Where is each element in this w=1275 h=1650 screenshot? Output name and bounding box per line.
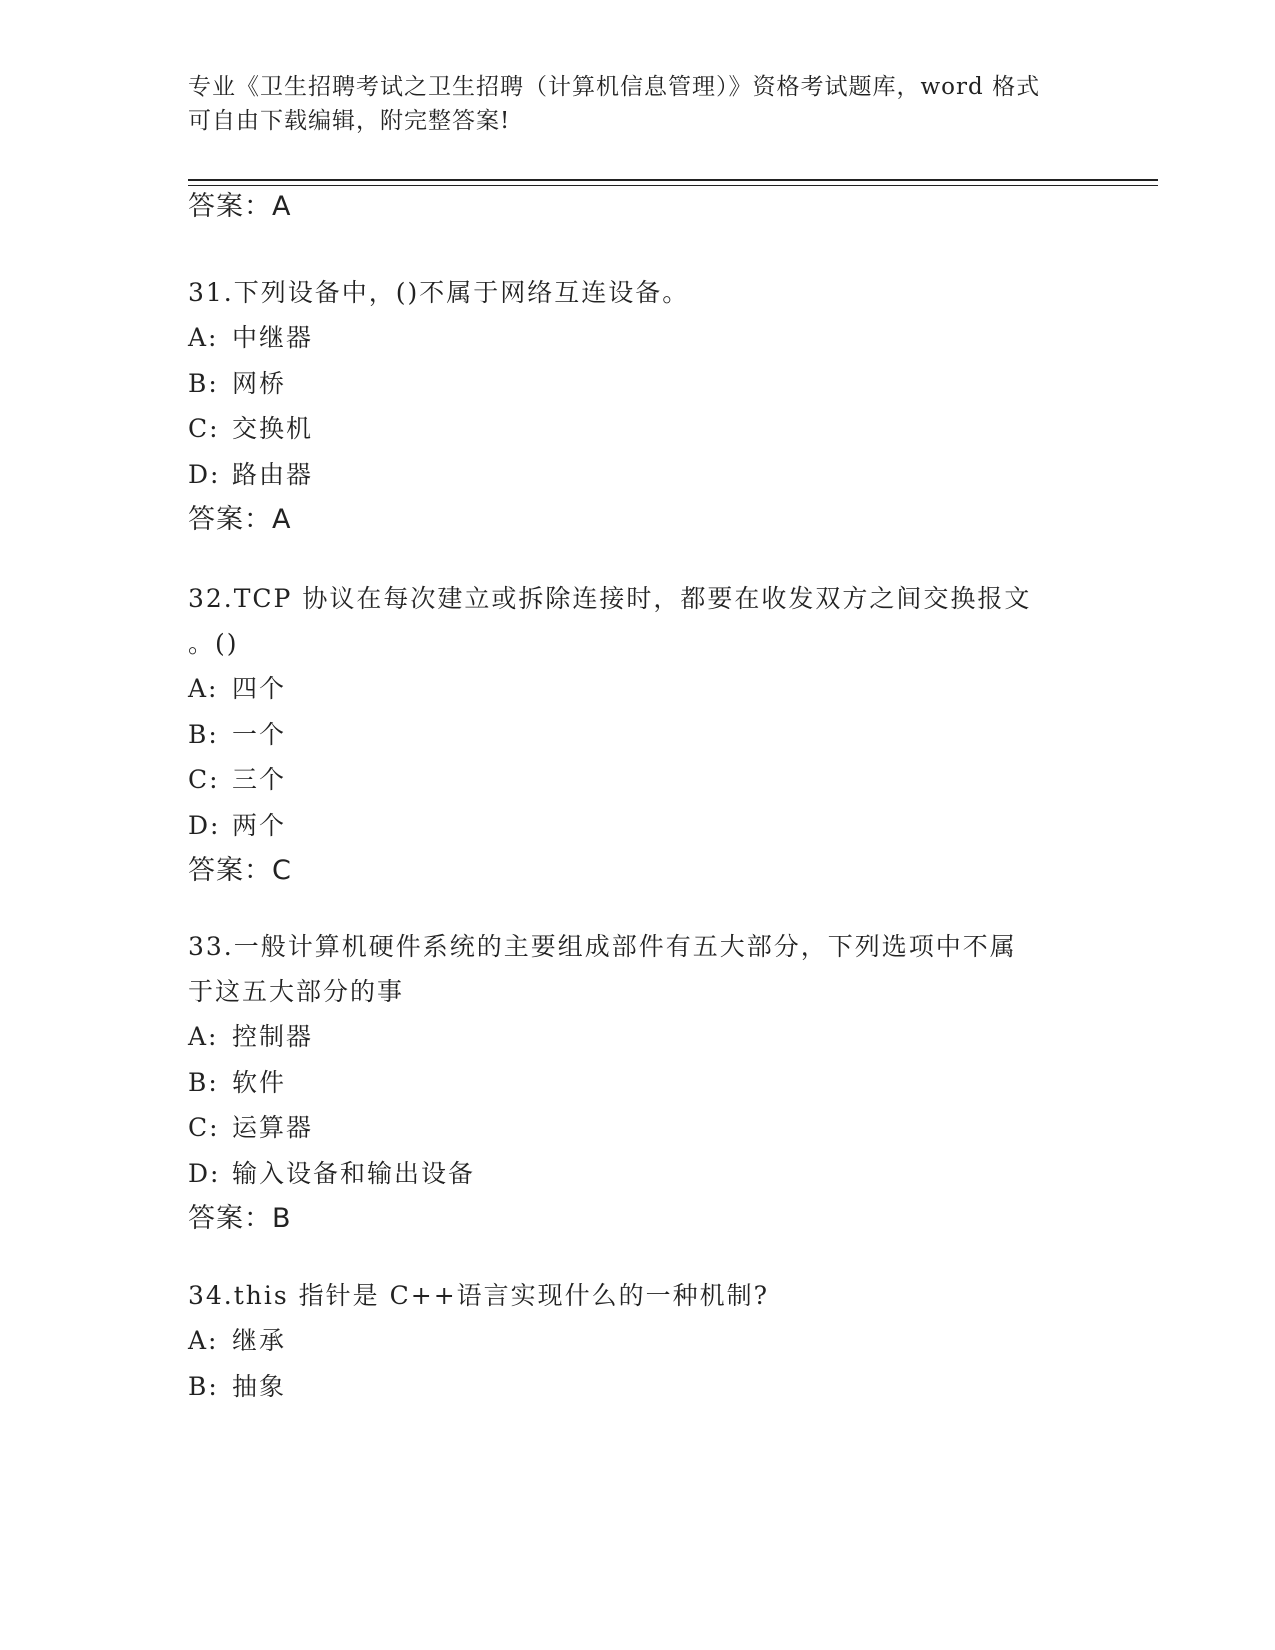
option-label: A:: [188, 1326, 219, 1355]
question-stem-line-2: 于这五大部分的事: [188, 977, 405, 1006]
option-label: A:: [188, 674, 219, 703]
option-a: [188, 1318, 1088, 1364]
option-text: 一个: [232, 719, 287, 749]
question-stem-line-2: 。(): [188, 629, 239, 658]
question-33: [188, 924, 1088, 1242]
option-label: B:: [188, 1371, 219, 1401]
option-text: 控制器: [232, 1022, 314, 1051]
document-header: [188, 70, 1088, 138]
option-text: 中继器: [232, 323, 314, 352]
option-d: [188, 1151, 1088, 1197]
option-c: [188, 1105, 1088, 1151]
option-a: [188, 315, 1088, 361]
option-d: [188, 452, 1088, 498]
answer-label: 答案：B: [188, 1203, 292, 1234]
option-label: B:: [188, 719, 219, 749]
question-stem: 31.下列设备中，()不属于网络互连设备。: [188, 278, 690, 307]
answer-label: 答案：A: [188, 191, 292, 222]
option-text: 路由器: [232, 459, 314, 489]
option-text: 输入设备和输出设备: [232, 1158, 476, 1188]
option-text: 软件: [232, 1067, 287, 1097]
answer-label: 答案：C: [188, 855, 292, 886]
question-stem-line-1: 32.TCP 协议在每次建立或拆除连接时，都要在收发双方之间交换报文: [188, 584, 1032, 613]
option-text: 抽象: [232, 1371, 287, 1401]
header-line-1: 专业《卫生招聘考试之卫生招聘（计算机信息管理）》资格考试题库，word 格式: [188, 74, 1041, 100]
option-b: [188, 1060, 1088, 1106]
option-text: 网桥: [232, 368, 287, 398]
option-d: [188, 803, 1088, 849]
header-line-2: 可自由下载编辑，附完整答案!: [188, 108, 511, 134]
option-c: [188, 406, 1088, 452]
option-label: D:: [188, 1158, 221, 1188]
option-label: C:: [188, 1113, 220, 1142]
question-stem-line-1: 33.一般计算机硬件系统的主要组成部件有五大部分，下列选项中不属: [188, 932, 1017, 961]
question-32: [188, 576, 1088, 894]
option-label: B:: [188, 368, 219, 398]
option-a: [188, 1014, 1088, 1060]
option-label: B:: [188, 1067, 219, 1097]
question-34: [188, 1273, 1088, 1409]
question-stem: 34.this 指针是 C++语言实现什么的一种机制?: [188, 1281, 770, 1310]
option-b: [188, 361, 1088, 407]
option-b: [188, 712, 1088, 758]
option-text: 继承: [232, 1326, 287, 1355]
question-31: [188, 270, 1088, 543]
option-label: C:: [188, 414, 220, 443]
option-label: A:: [188, 1022, 219, 1051]
option-text: 四个: [232, 674, 287, 703]
option-label: D:: [188, 810, 221, 840]
option-text: 三个: [232, 765, 287, 794]
option-b: [188, 1364, 1088, 1410]
header-divider-thick: [188, 179, 1158, 181]
option-c: [188, 757, 1088, 803]
option-text: 运算器: [232, 1113, 314, 1142]
previous-answer-block: [188, 184, 1088, 230]
option-text: 两个: [232, 810, 287, 840]
option-text: 交换机: [232, 414, 314, 443]
option-label: C:: [188, 765, 220, 794]
answer-label: 答案：A: [188, 504, 292, 535]
option-label: D:: [188, 459, 221, 489]
option-label: A:: [188, 323, 219, 352]
option-a: [188, 666, 1088, 712]
